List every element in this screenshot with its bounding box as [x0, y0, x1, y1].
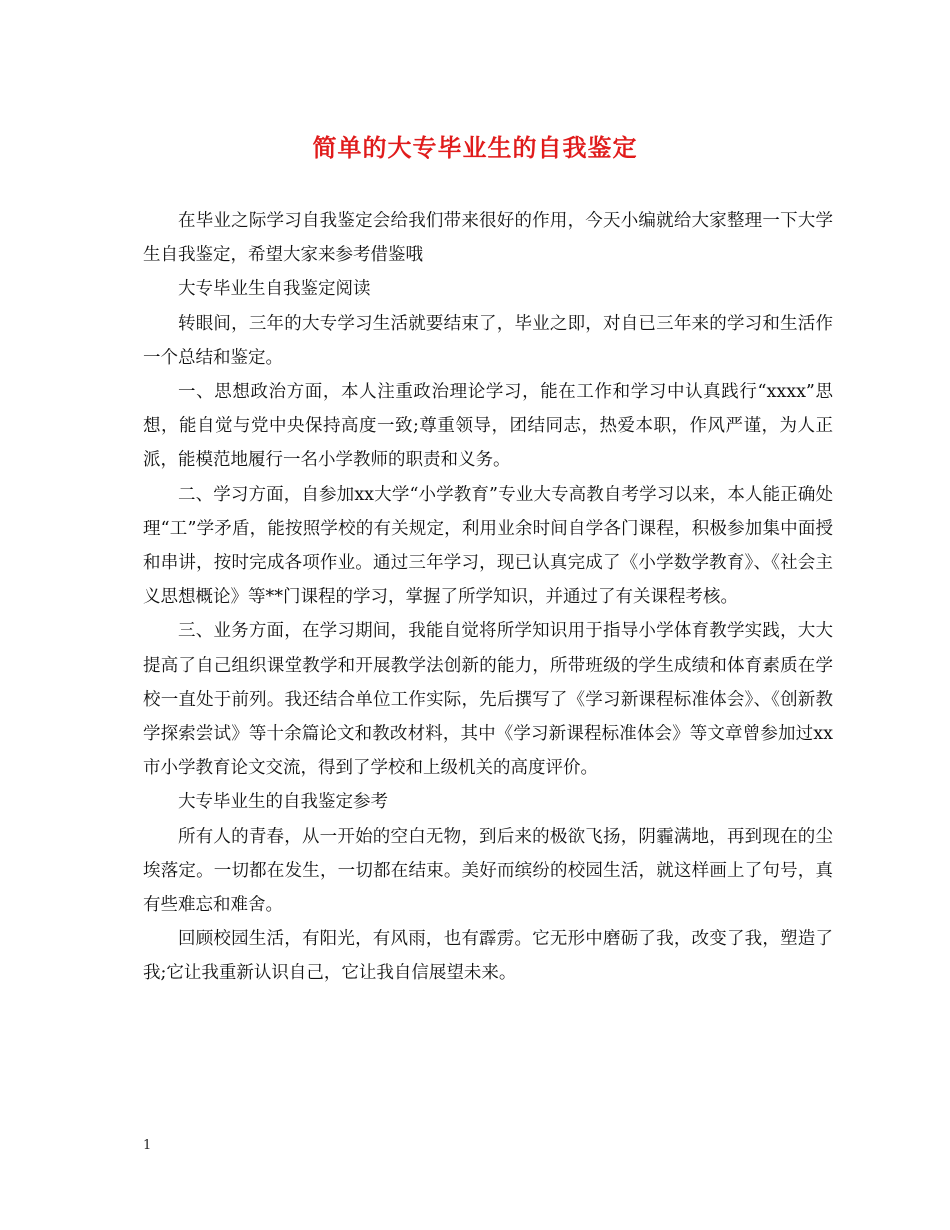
paragraph-work: 三、业务方面，在学习期间，我能自觉将所学知识用于指导小学体育教学实践，大大提高了自己组织课堂教学和开展教学法创新的能力，所带班级的学生成绩和体育素质在学校一直处于前列。我还结合单位工作实际，先后撰写了《学习新课程标准体会》、《创新教学探索尝试》等十余篇论文和教改材料，其中《学习新课程标准体会》等文章曾参加过xx市小学教育论文交流，得到了学校和上级机关的高度评价。	[143, 621, 833, 779]
document-body	[143, 204, 833, 991]
paragraph-review: 回顾校园生活，有阳光，有风雨，也有霹雳。它无形中磨砺了我，改变了我，塑造了我;它让我重新认识自己，它让我自信展望未来。	[143, 929, 833, 984]
paragraph-opening: 转眼间，三年的大专学习生活就要结束了，毕业之即，对自已三年来的学习和生活作一个总结和鉴定。	[143, 313, 833, 368]
paragraph-intro: 在毕业之际学习自我鉴定会给我们带来很好的作用，今天小编就给大家整理一下大学生自我鉴定，希望大家来参考借鉴哦	[143, 211, 833, 266]
section-heading-reference: 大专毕业生的自我鉴定参考	[178, 792, 388, 813]
paragraph-youth: 所有人的青春，从一开始的空白无物，到后来的极欲飞扬，阴霾满地，再到现在的尘埃落定。一切都在发生，一切都在结束。美好而缤纷的校园生活，就这样画上了句号，真有些难忘和难舍。	[143, 826, 833, 916]
page-number: 1	[143, 1138, 152, 1153]
paragraph-politics: 一、思想政治方面，本人注重政治理论学习，能在工作和学习中认真践行“xxxx”思想，能自觉与党中央保持高度一致;尊重领导，团结同志，热爱本职，作风严谨，为人正派，能模范地履行一名小学教师的职责和义务。	[143, 382, 833, 471]
section-heading-reading: 大专毕业生自我鉴定阅读	[178, 279, 371, 300]
paragraph-study: 二、学习方面，自参加xx大学“小学教育”专业大专高教自考学习以来，本人能正确处理“工”学矛盾，能按照学校的有关规定，利用业余时间自学各门课程，积极参加集中面授和串讲，按时完成各项作业。通过三年学习，现已认真完成了《小学数学教育》、《社会主义思想概论》等**门课程的学习，掌握了所学知识，并通过了有关课程考核。	[143, 484, 833, 608]
document-title: 简单的大专毕业生的自我鉴定	[312, 133, 638, 162]
